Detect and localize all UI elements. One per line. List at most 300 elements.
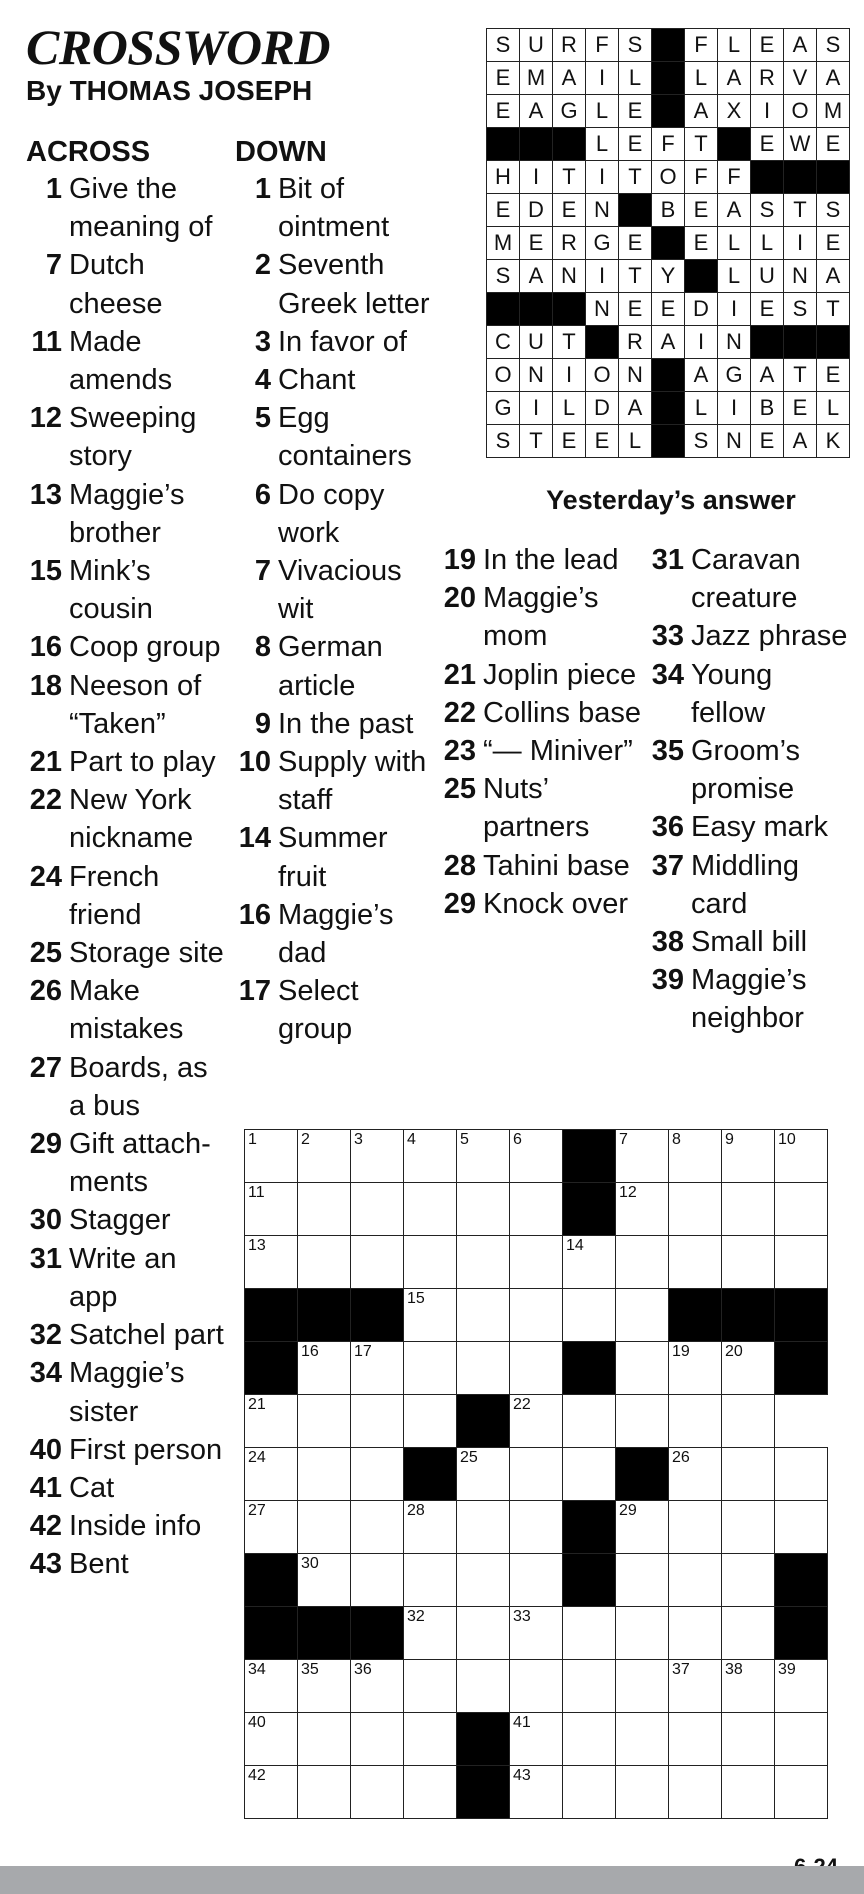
answer-letter-cell: S: [784, 293, 817, 326]
clue-text: Young fellow: [691, 658, 773, 729]
grid-cell[interactable]: [722, 1713, 775, 1766]
clue-text: Maggie’s dad: [278, 898, 394, 970]
grid-cell[interactable]: [351, 1501, 404, 1554]
answer-letter-cell: X: [718, 95, 751, 128]
answer-letter-cell: O: [487, 359, 520, 392]
answer-letter-cell: F: [586, 29, 619, 62]
across-clue-15: [26, 552, 226, 628]
clue-text: Small bill: [691, 926, 808, 959]
clue-text: Chant: [278, 364, 356, 397]
answer-letter-cell: N: [784, 260, 817, 293]
answer-letter-cell: I: [718, 392, 751, 425]
clue-text: Inside info: [69, 1510, 202, 1543]
grid-cell[interactable]: [775, 1713, 828, 1766]
clue-number: 7: [45, 249, 62, 282]
clue-text: Easy mark: [691, 811, 828, 844]
grid-cell[interactable]: [404, 1342, 457, 1395]
black-square: [775, 1342, 828, 1395]
answer-row: [487, 326, 850, 359]
grid-cell[interactable]: [669, 1183, 722, 1236]
grid-cell[interactable]: [457, 1607, 510, 1660]
grid-cell[interactable]: [563, 1713, 616, 1766]
grid-cell[interactable]: [510, 1236, 563, 1289]
across-clue-list: [26, 170, 226, 1584]
answer-black-square: [553, 128, 586, 161]
grid-cell[interactable]: [245, 1766, 298, 1819]
grid-cell[interactable]: [457, 1130, 510, 1183]
grid-cell[interactable]: [722, 1554, 775, 1607]
grid-cell[interactable]: [616, 1766, 669, 1819]
grid-cell[interactable]: [669, 1607, 722, 1660]
across-clue-7: [26, 246, 226, 322]
answer-row: [487, 260, 850, 293]
answer-letter-cell: C: [487, 326, 520, 359]
grid-cell[interactable]: [298, 1130, 351, 1183]
answer-letter-cell: N: [553, 260, 586, 293]
grid-cell[interactable]: [298, 1183, 351, 1236]
grid-cell[interactable]: [351, 1766, 404, 1819]
answer-letter-cell: E: [685, 194, 718, 227]
grid-cell[interactable]: [510, 1607, 563, 1660]
answer-row: [487, 425, 850, 458]
answer-letter-cell: N: [718, 326, 751, 359]
cell-number: 29: [619, 1502, 637, 1519]
answer-letter-cell: A: [520, 260, 553, 293]
clue-number: 19: [443, 544, 476, 576]
grid-cell[interactable]: [351, 1395, 404, 1448]
grid-cell[interactable]: [616, 1342, 669, 1395]
grid-cell[interactable]: [510, 1448, 563, 1501]
grid-cell[interactable]: [775, 1183, 828, 1236]
grid-cell[interactable]: [404, 1660, 457, 1713]
grid-cell[interactable]: [563, 1289, 616, 1342]
answer-letter-cell: T: [619, 260, 652, 293]
clue-number: 22: [29, 784, 62, 817]
grid-cell[interactable]: [245, 1448, 298, 1501]
grid-cell[interactable]: [245, 1713, 298, 1766]
clue-text: Storage site: [69, 937, 224, 970]
grid-cell[interactable]: [457, 1342, 510, 1395]
grid-cell[interactable]: [404, 1289, 457, 1342]
answer-letter-cell: R: [553, 227, 586, 260]
answer-letter-cell: R: [619, 326, 652, 359]
clue-text: Nuts’ partners: [483, 773, 590, 844]
answer-black-square: [685, 260, 718, 293]
byline: By THOMAS JOSEPH: [26, 75, 313, 106]
answer-black-square: [784, 326, 817, 359]
answer-letter-cell: E: [487, 194, 520, 227]
grid-cell[interactable]: [298, 1501, 351, 1554]
grid-cell[interactable]: [669, 1501, 722, 1554]
grid-cell[interactable]: [510, 1130, 563, 1183]
cell-number: 35: [301, 1661, 319, 1678]
grid-cell[interactable]: [457, 1501, 510, 1554]
down-clue-4: [235, 361, 435, 399]
grid-cell[interactable]: [510, 1342, 563, 1395]
cell-number: 2: [301, 1131, 310, 1148]
grid-row: [245, 1607, 828, 1660]
black-square: [245, 1607, 298, 1660]
cell-number: 4: [407, 1131, 416, 1148]
answer-row: [487, 161, 850, 194]
cell-number: 26: [672, 1449, 690, 1466]
grid-cell[interactable]: [563, 1236, 616, 1289]
clue-text: Do copy work: [278, 478, 385, 549]
answer-black-square: [553, 293, 586, 326]
black-square: [775, 1554, 828, 1607]
grid-cell[interactable]: [722, 1183, 775, 1236]
grid-cell[interactable]: [351, 1183, 404, 1236]
answer-letter-cell: T: [520, 425, 553, 458]
grid-cell[interactable]: [298, 1766, 351, 1819]
down-clue-14: [235, 819, 435, 895]
grid-cell[interactable]: [616, 1554, 669, 1607]
across-clue-40: [26, 1431, 226, 1469]
across-clue-34: [26, 1354, 226, 1430]
answer-letter-cell: A: [553, 62, 586, 95]
answer-letter-cell: N: [520, 359, 553, 392]
black-square: [722, 1289, 775, 1342]
across-clue-18: [26, 667, 226, 743]
grid-cell[interactable]: [351, 1554, 404, 1607]
grid-cell[interactable]: [298, 1395, 351, 1448]
clue-number: 38: [651, 926, 684, 959]
answer-letter-cell: W: [784, 128, 817, 161]
grid-cell[interactable]: [722, 1607, 775, 1660]
grid-cell[interactable]: [563, 1607, 616, 1660]
clue-text: Middling card: [691, 849, 799, 920]
clue-number: 6: [254, 478, 271, 511]
clue-number: 3: [254, 325, 271, 358]
black-square: [563, 1342, 616, 1395]
answer-letter-cell: Y: [652, 260, 685, 293]
clue-text: Maggie’s neighbor: [691, 964, 807, 1035]
down-clue-31: [648, 541, 853, 617]
grid-cell[interactable]: [404, 1554, 457, 1607]
answer-letter-cell: E: [817, 227, 850, 260]
grid-cell[interactable]: [510, 1660, 563, 1713]
clue-number: 24: [29, 860, 62, 893]
answer-letter-cell: I: [520, 161, 553, 194]
grid-cell[interactable]: [298, 1554, 351, 1607]
answer-black-square: [718, 128, 751, 161]
grid-cell[interactable]: [510, 1713, 563, 1766]
answer-letter-cell: G: [586, 227, 619, 260]
grid-cell[interactable]: [457, 1183, 510, 1236]
grid-cell[interactable]: [298, 1448, 351, 1501]
grid-cell[interactable]: [351, 1236, 404, 1289]
grid-cell[interactable]: [563, 1660, 616, 1713]
grid-row: [245, 1554, 828, 1607]
cell-number: 33: [513, 1608, 531, 1625]
answer-letter-cell: U: [520, 29, 553, 62]
clue-text: Sweeping story: [69, 402, 197, 473]
answer-letter-cell: T: [553, 161, 586, 194]
across-clue-22: [26, 781, 226, 857]
cell-number: 37: [672, 1661, 690, 1678]
clue-number: 43: [29, 1548, 62, 1581]
grid-cell[interactable]: [722, 1448, 775, 1501]
grid-cell[interactable]: [563, 1395, 616, 1448]
cell-number: 17: [354, 1343, 372, 1360]
grid-cell[interactable]: [616, 1289, 669, 1342]
grid-cell[interactable]: [245, 1236, 298, 1289]
grid-cell[interactable]: [775, 1766, 828, 1819]
grid-cell[interactable]: [616, 1660, 669, 1713]
clue-text: French friend: [69, 860, 160, 931]
black-square: [775, 1289, 828, 1342]
answer-letter-cell: D: [685, 293, 718, 326]
grid-cell[interactable]: [510, 1501, 563, 1554]
clue-text: Groom’s promise: [691, 735, 801, 806]
grid-cell[interactable]: [775, 1236, 828, 1289]
clue-text: Collins base: [483, 696, 641, 729]
grid-cell[interactable]: [722, 1130, 775, 1183]
answer-letter-cell: A: [718, 62, 751, 95]
clue-text: Maggie’s brother: [69, 478, 185, 549]
grid-cell[interactable]: [298, 1713, 351, 1766]
grid-cell[interactable]: [457, 1554, 510, 1607]
clue-text: Joplin piece: [483, 658, 637, 691]
grid-cell[interactable]: [616, 1395, 669, 1448]
grid-cell[interactable]: [616, 1130, 669, 1183]
grid-cell[interactable]: [457, 1448, 510, 1501]
across-clue-25: [26, 934, 226, 972]
grid-cell[interactable]: [616, 1236, 669, 1289]
grid-cell[interactable]: [351, 1660, 404, 1713]
cell-number: 11: [248, 1184, 265, 1201]
clue-number: 22: [443, 696, 476, 729]
clue-text: Maggie’s mom: [483, 582, 599, 653]
clue-text: Stagger: [69, 1204, 171, 1237]
clue-number: 17: [238, 975, 271, 1008]
answer-letter-cell: G: [553, 95, 586, 128]
grid-cell[interactable]: [404, 1395, 457, 1448]
grid-cell[interactable]: [351, 1448, 404, 1501]
answer-letter-cell: M: [487, 227, 520, 260]
clue-number: 15: [29, 555, 62, 588]
grid-cell[interactable]: [616, 1607, 669, 1660]
answer-row: [487, 227, 850, 260]
answer-letter-cell: S: [487, 425, 520, 458]
down-clue-9: [235, 705, 435, 743]
grid-cell[interactable]: [775, 1501, 828, 1554]
down-clue-17: [235, 972, 435, 1048]
grid-cell[interactable]: [563, 1766, 616, 1819]
grid-cell[interactable]: [669, 1554, 722, 1607]
across-clue-12: [26, 399, 226, 475]
clue-number: 25: [443, 773, 476, 806]
answer-letter-cell: A: [619, 392, 652, 425]
grid-cell[interactable]: [510, 1183, 563, 1236]
cell-number: 19: [672, 1343, 690, 1360]
grid-cell[interactable]: [669, 1130, 722, 1183]
answer-letter-cell: I: [784, 227, 817, 260]
grid-cell[interactable]: [510, 1554, 563, 1607]
answer-letter-cell: E: [487, 62, 520, 95]
grid-cell[interactable]: [245, 1660, 298, 1713]
grid-cell[interactable]: [245, 1395, 298, 1448]
down-clue-10: [235, 743, 435, 819]
answer-letter-cell: S: [817, 29, 850, 62]
clue-text: In favor of: [278, 325, 407, 358]
cell-number: 28: [407, 1502, 425, 1519]
clue-text: Made amends: [69, 325, 173, 397]
clue-number: 37: [651, 849, 684, 882]
grid-cell[interactable]: [722, 1501, 775, 1554]
answer-letter-cell: B: [751, 392, 784, 425]
grid-cell[interactable]: [722, 1766, 775, 1819]
answer-row: [487, 194, 850, 227]
answer-row: [487, 95, 850, 128]
grid-cell[interactable]: [563, 1448, 616, 1501]
answer-letter-cell: D: [586, 392, 619, 425]
down-clue-22: [440, 694, 645, 732]
grid-cell[interactable]: [722, 1395, 775, 1448]
grid-cell[interactable]: [245, 1501, 298, 1554]
clue-number: 11: [31, 325, 62, 358]
down-clue-34: [648, 656, 853, 732]
cell-number: 25: [460, 1449, 478, 1466]
clue-number: 41: [29, 1471, 62, 1504]
answer-letter-cell: I: [586, 260, 619, 293]
grid-cell[interactable]: [351, 1713, 404, 1766]
clue-text: Coop group: [69, 631, 221, 664]
answer-black-square: [487, 293, 520, 326]
answer-letter-cell: K: [817, 425, 850, 458]
across-clue-27: [26, 1049, 226, 1125]
clue-text: Mink’s cousin: [69, 555, 153, 626]
clue-text: Bent: [69, 1548, 129, 1581]
grid-row: [245, 1660, 828, 1713]
grid-cell[interactable]: [298, 1236, 351, 1289]
answer-letter-cell: B: [652, 194, 685, 227]
answer-letter-cell: E: [817, 359, 850, 392]
answer-row: [487, 293, 850, 326]
grid-cell[interactable]: [616, 1713, 669, 1766]
grid-cell[interactable]: [404, 1236, 457, 1289]
grid-cell[interactable]: [669, 1236, 722, 1289]
bottom-bar: [0, 1866, 864, 1894]
grid-cell[interactable]: [669, 1766, 722, 1819]
answer-letter-cell: F: [652, 128, 685, 161]
grid-cell[interactable]: [722, 1660, 775, 1713]
grid-cell[interactable]: [298, 1342, 351, 1395]
grid-cell[interactable]: [245, 1183, 298, 1236]
clue-number: 28: [443, 849, 476, 882]
cell-number: 41: [513, 1714, 531, 1731]
answer-letter-cell: L: [718, 260, 751, 293]
grid-cell[interactable]: [510, 1289, 563, 1342]
grid-cell[interactable]: [457, 1660, 510, 1713]
clue-number: 31: [29, 1242, 62, 1275]
grid-row: [245, 1342, 828, 1395]
grid-cell[interactable]: [457, 1236, 510, 1289]
black-square: [669, 1289, 722, 1342]
answer-letter-cell: A: [817, 62, 850, 95]
down-clue-25: [440, 770, 645, 846]
clue-text: Part to play: [69, 746, 216, 779]
grid-cell[interactable]: [404, 1501, 457, 1554]
grid-cell[interactable]: [404, 1766, 457, 1819]
grid-cell[interactable]: [669, 1448, 722, 1501]
grid-cell[interactable]: [616, 1501, 669, 1554]
answer-letter-cell: A: [685, 95, 718, 128]
clue-number: 34: [651, 658, 684, 691]
cell-number: 5: [460, 1131, 469, 1148]
across-clue-31: [26, 1240, 226, 1316]
grid-cell[interactable]: [457, 1289, 510, 1342]
grid-cell[interactable]: [669, 1395, 722, 1448]
down-clue-39: [648, 961, 853, 1037]
answer-letter-cell: N: [718, 425, 751, 458]
grid-cell[interactable]: [775, 1130, 828, 1183]
clue-text: Write an app: [69, 1242, 177, 1313]
answer-letter-cell: E: [619, 227, 652, 260]
answer-letter-cell: T: [784, 194, 817, 227]
answer-letter-cell: V: [784, 62, 817, 95]
grid-cell[interactable]: [775, 1660, 828, 1713]
grid-cell[interactable]: [510, 1766, 563, 1819]
grid-cell[interactable]: [404, 1713, 457, 1766]
clue-number: 20: [443, 582, 476, 615]
grid-cell[interactable]: [351, 1130, 404, 1183]
grid-cell[interactable]: [722, 1236, 775, 1289]
grid-cell[interactable]: [669, 1713, 722, 1766]
clue-number: 26: [29, 975, 62, 1008]
grid-cell[interactable]: [616, 1183, 669, 1236]
answer-letter-cell: S: [685, 425, 718, 458]
answer-letter-cell: T: [553, 326, 586, 359]
answer-row: [487, 62, 850, 95]
answer-letter-cell: A: [718, 194, 751, 227]
grid-cell[interactable]: [722, 1342, 775, 1395]
answer-black-square: [652, 359, 685, 392]
answer-letter-cell: E: [619, 95, 652, 128]
answer-letter-cell: N: [619, 359, 652, 392]
down-clue-21: [440, 656, 645, 694]
grid-cell[interactable]: [351, 1342, 404, 1395]
answer-letter-cell: L: [718, 227, 751, 260]
grid-cell[interactable]: [298, 1660, 351, 1713]
grid-cell[interactable]: [669, 1342, 722, 1395]
grid-cell[interactable]: [669, 1660, 722, 1713]
answer-letter-cell: A: [784, 29, 817, 62]
answer-row: [487, 29, 850, 62]
grid-cell[interactable]: [404, 1130, 457, 1183]
answer-letter-cell: I: [685, 326, 718, 359]
grid-cell[interactable]: [510, 1395, 563, 1448]
grid-cell[interactable]: [404, 1183, 457, 1236]
down-clue-3: [235, 323, 435, 361]
clue-number: 32: [29, 1319, 62, 1352]
answer-letter-cell: L: [685, 62, 718, 95]
black-square: [404, 1448, 457, 1501]
answer-letter-cell: T: [685, 128, 718, 161]
clue-text: Cat: [69, 1471, 115, 1504]
answer-letter-cell: E: [685, 227, 718, 260]
answer-letter-cell: S: [487, 260, 520, 293]
clue-number: 18: [29, 669, 62, 702]
clue-number: 33: [651, 620, 684, 653]
grid-row: [245, 1448, 828, 1501]
clue-number: 4: [254, 364, 271, 397]
answer-letter-cell: E: [817, 128, 850, 161]
clue-text: Dutch cheese: [69, 249, 163, 320]
grid-cell[interactable]: [404, 1607, 457, 1660]
grid-cell[interactable]: [245, 1130, 298, 1183]
grid-cell[interactable]: [775, 1448, 828, 1501]
